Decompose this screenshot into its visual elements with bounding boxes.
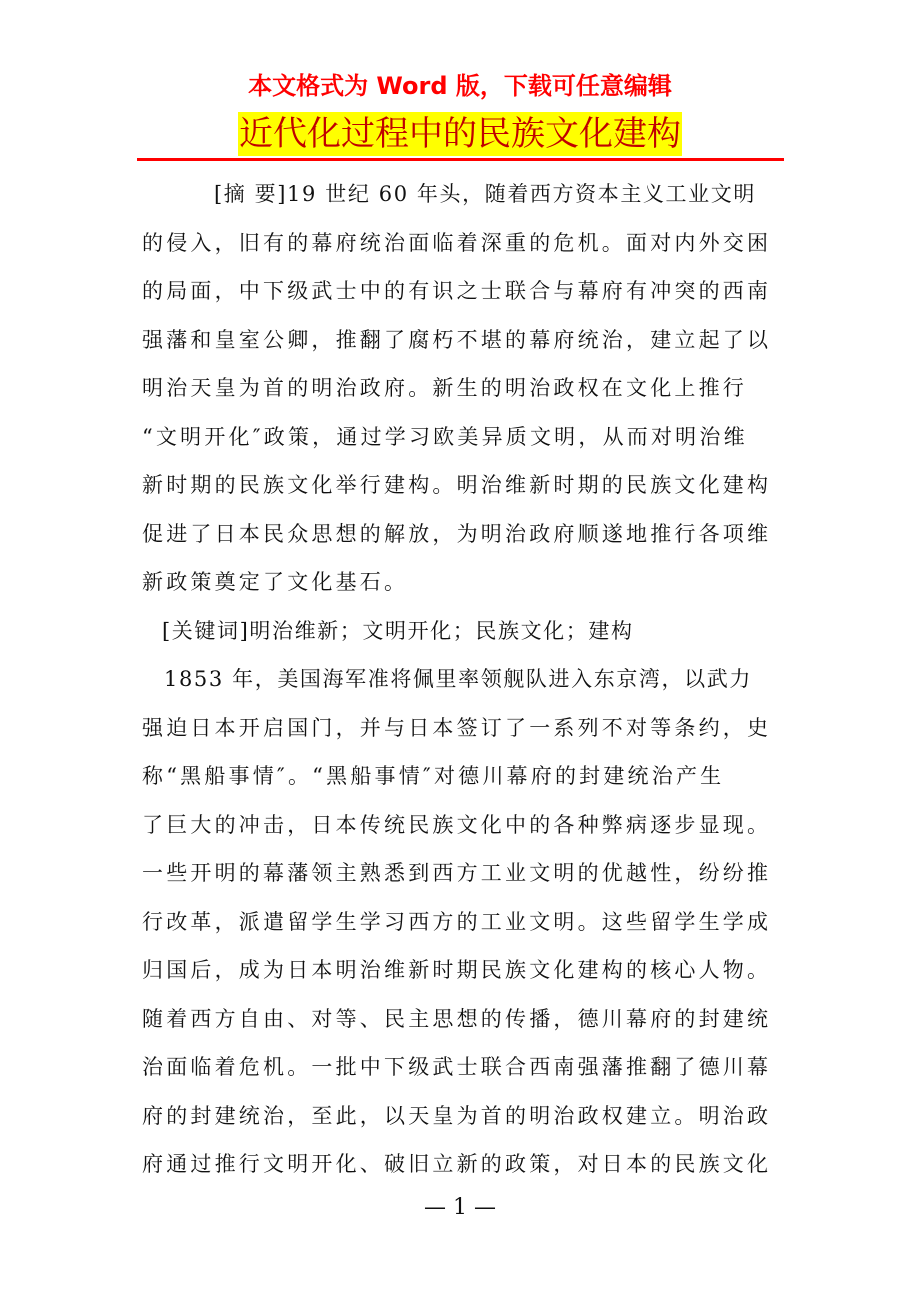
paragraph-line: 一些开明的幕藩领主熟悉到西方工业文明的优越性，纷纷推 <box>142 861 772 885</box>
title-underline-rule <box>137 158 784 161</box>
abstract-line: 强藩和皇室公卿，推翻了腐朽不堪的幕府统治，建立起了以 <box>142 327 772 352</box>
paragraph-line: 归国后，成为日本明治维新时期民族文化建构的核心人物。 <box>142 958 772 982</box>
paragraph-line: 府通过推行文明开化、破旧立新的政策，对日本的民族文化 <box>142 1152 772 1176</box>
paragraph-line: 治面临着危机。一批中下级武士联合西南强藩推翻了德川幕 <box>142 1055 772 1079</box>
abstract-line: 的侵入，旧有的幕府统治面临着深重的危机。面对内外交困 <box>142 230 772 255</box>
abstract-line: 明治天皇为首的明治政府。新生的明治政权在文化上推行 <box>142 376 747 400</box>
abstract-line: 新政策奠定了文化基石。 <box>142 570 409 594</box>
abstract-line: 的局面，中下级武士中的有识之士联合与幕府有冲突的西南 <box>142 279 772 303</box>
abstract-line: 新时期的民族文化举行建构。明治维新时期的民族文化建构 <box>142 473 772 497</box>
paragraph-line: 称“黑船事情″。“黑船事情″对德川幕府的封建统治产生 <box>142 764 725 788</box>
page-number: — 1 — <box>424 1195 496 1220</box>
document-title: 近代化过程中的民族文化建构 <box>239 114 681 154</box>
abstract-line: “文明开化″政策，通过学习欧美异质文明，从而对明治维 <box>142 424 748 449</box>
keywords-paragraph <box>142 607 782 656</box>
format-notice-banner: 本文格式为 Word 版，下载可任意编辑 <box>248 72 672 100</box>
document-body <box>142 170 782 1189</box>
abstract-paragraph <box>142 170 782 607</box>
paragraph-line: 强迫日本开启国门，并与日本签订了一系列不对等条约，史 <box>142 715 772 740</box>
title-container <box>0 112 920 156</box>
abstract-line: [摘 要]19 世纪 60 年头，随着西方资本主义工业文明 <box>214 182 756 206</box>
paragraph-line: 随着西方自由、对等、民主思想的传播，德川幕府的封建统 <box>142 1006 772 1031</box>
paragraph-line: 了巨大的冲击，日本传统民族文化中的各种弊病逐步显现。 <box>142 812 772 837</box>
paragraph-line: 府的封建统治，至此，以天皇为首的明治政权建立。明治政 <box>142 1103 772 1128</box>
paragraph-line: 行改革，派遣留学生学习西方的工业文明。这些留学生学成 <box>142 909 772 934</box>
abstract-line: 促进了日本民众思想的解放，为明治政府顺遂地推行各项维 <box>142 521 772 546</box>
body-paragraph <box>142 655 782 1189</box>
keywords-line: [关键词]明治维新；文明开化；民族文化；建构 <box>162 618 634 643</box>
paragraph-line: 1853 年，美国海军准将佩里率领舰队进入东京湾，以武力 <box>164 667 752 691</box>
